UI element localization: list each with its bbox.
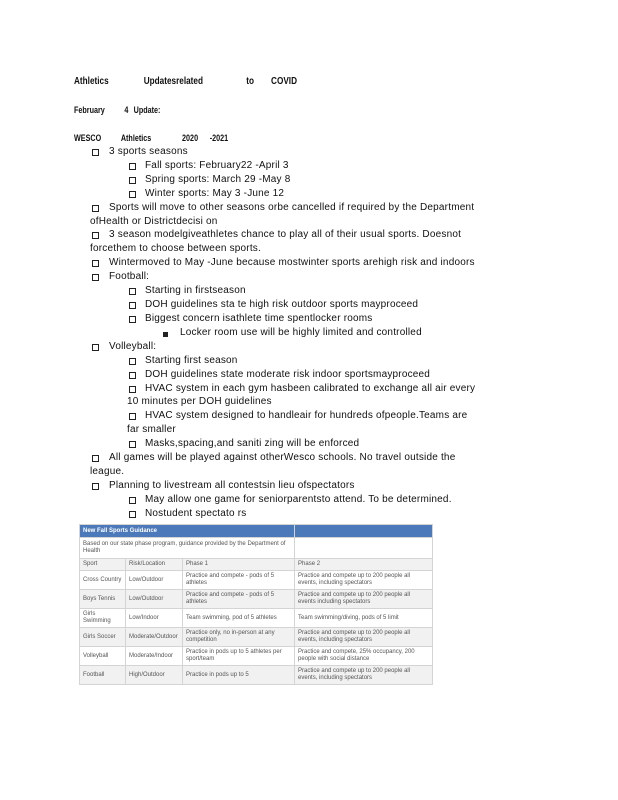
table-cell: Practice and compete up to 200 people all events, including spectators	[295, 571, 433, 590]
games-wesco-line: All games will be played against otherWesco schools. No travel outside the	[109, 452, 456, 463]
spring-sports-dates: Spring sports: March 29 -May 8	[145, 174, 291, 185]
table-header-risk: Risk/Location	[126, 559, 183, 571]
volleyball-hvac-cont: 10 minutes per DOH guidelines	[127, 396, 272, 407]
fall-sports-guidance-table	[79, 524, 433, 685]
season-word: 2020	[182, 133, 199, 143]
livestream-line: Planning to livestream all contestsin lieu ofspectators	[109, 480, 355, 491]
volleyball-hvac: HVAC system in each gym hasbeen calibrated to exchange all air every	[145, 383, 476, 394]
no-student-spectators: Nostudent spectato rs	[145, 508, 247, 519]
bullet-icon	[129, 497, 136, 504]
table-header-phase2: Phase 2	[295, 559, 433, 571]
document-title	[74, 76, 297, 88]
table-row	[80, 666, 433, 685]
games-wesco-line-cont: league.	[90, 466, 125, 477]
table-cell: Practice and compete, 25% occupancy, 200 people with social distance	[295, 647, 433, 666]
table-title: New Fall Sports Guidance	[80, 525, 295, 538]
bullet-icon	[129, 191, 136, 198]
table-note-blank	[295, 538, 433, 559]
update-word: February	[74, 105, 105, 115]
table-title-blank	[295, 525, 433, 538]
volleyball-start: Starting first season	[145, 355, 238, 366]
senior-parents-line: May allow one game for seniorparentsto attend. To be determined.	[145, 494, 452, 505]
table-cell: Practice and compete - pods of 5 athletes	[183, 590, 295, 609]
table-row	[80, 609, 433, 628]
table-cell: Boys Tennis	[80, 590, 126, 609]
table-cell: Girls Swimming	[80, 609, 126, 628]
table-cell: Practice and compete up to 200 people all events including spectators	[295, 590, 433, 609]
winter-sports-dates: Winter sports: May 3 -June 12	[145, 188, 285, 199]
table-cell: Low/Outdoor	[126, 590, 183, 609]
table-cell: Practice and compete up to 200 people all events, including spectators	[295, 628, 433, 647]
bullet-icon	[129, 288, 136, 295]
season-model-line: 3 season modelgiveathletes chance to play all of their usual sports. Doesnot	[109, 229, 462, 240]
table-cell: Practice in pods up to 5	[183, 666, 295, 685]
update-word: Update:	[133, 105, 161, 115]
table-header-sport: Sport	[80, 559, 126, 571]
title-word: Updatesrelated	[143, 76, 203, 87]
table-cell: Team swimming/diving, pods of 5 limit	[295, 609, 433, 628]
football-locker: Locker room use will be highly limited and controlled	[180, 327, 422, 338]
table-row	[80, 590, 433, 609]
season-word: WESCO	[74, 133, 102, 143]
update-date	[74, 104, 160, 116]
bullet-icon	[129, 511, 136, 518]
season-word: Athletics	[120, 133, 152, 143]
bullet-icon	[129, 372, 136, 379]
bullet-icon	[129, 358, 136, 365]
table-header-phase1: Phase 1	[183, 559, 295, 571]
seasons-count: 3 sports seasons	[109, 146, 188, 157]
bullet-icon	[129, 386, 136, 393]
bullet-icon	[129, 163, 136, 170]
bullet-icon	[92, 344, 99, 351]
table-row	[80, 628, 433, 647]
football-concern: Biggest concern isathlete time spentlocker rooms	[145, 313, 373, 324]
bullet-icon	[92, 455, 99, 462]
table-cell: Practice in pods up to 5 athletes per sport/team	[183, 647, 295, 666]
bullet-icon	[92, 483, 99, 490]
table-row	[80, 647, 433, 666]
table-row	[80, 571, 433, 590]
table-cell: Practice only, no in-person at any competition	[183, 628, 295, 647]
football-heading: Football:	[109, 271, 150, 282]
table-cell: Team swimming, pod of 5 athletes	[183, 609, 295, 628]
football-doh: DOH guidelines sta te high risk outdoor sports mayproceed	[145, 299, 419, 310]
table-cell: Practice and compete - pods of 5 athletes	[183, 571, 295, 590]
bullet-icon	[129, 441, 136, 448]
table-cell: Moderate/Outdoor	[126, 628, 183, 647]
volleyball-hvac-design-cont: far smaller	[127, 424, 176, 435]
table-note: Based on our state phase program, guidance provided by the Department of Health	[80, 538, 295, 559]
table-cell: Low/Indoor	[126, 609, 183, 628]
bullet-icon	[92, 232, 99, 239]
bullet-icon	[92, 260, 99, 267]
bullet-icon	[129, 302, 136, 309]
table-cell: Cross Country	[80, 571, 126, 590]
volleyball-doh: DOH guidelines state moderate risk indoor sportsmayproceed	[145, 369, 431, 380]
table-cell: Football	[80, 666, 126, 685]
volleyball-heading: Volleyball:	[109, 341, 157, 352]
sports-move-line: Sports will move to other seasons orbe cancelled if required by the Department	[109, 202, 475, 213]
season-word: -2021	[209, 133, 229, 143]
table-cell: High/Outdoor	[126, 666, 183, 685]
fall-sports-dates: Fall sports: February22 -April 3	[145, 160, 289, 171]
title-word: to	[246, 76, 254, 87]
football-start: Starting in firstseason	[145, 285, 246, 296]
season-heading	[74, 132, 228, 144]
bullet-icon	[129, 413, 136, 420]
winter-moved-line: Wintermoved to May -June because mostwinter sports arehigh risk and indoors	[109, 257, 475, 268]
season-model-line-cont: forcethem to choose between sports.	[90, 243, 261, 254]
volleyball-hvac-design: HVAC system designed to handleair for hundreds ofpeople.Teams are	[145, 410, 468, 421]
bullet-icon	[129, 316, 136, 323]
sub-bullet-icon	[163, 332, 168, 337]
title-word: Athletics	[74, 76, 109, 87]
title-word: COVID	[271, 76, 298, 87]
bullet-icon	[92, 149, 99, 156]
update-word: 4	[124, 105, 129, 115]
table-cell: Practice and compete up to 200 people all events, including spectators	[295, 666, 433, 685]
sports-move-line-cont: ofHealth or Districtdecisi on	[90, 216, 218, 227]
bullet-icon	[92, 205, 99, 212]
table-cell: Moderate/Indoor	[126, 647, 183, 666]
table-cell: Girls Soccer	[80, 628, 126, 647]
table-cell: Volleyball	[80, 647, 126, 666]
table-cell: Low/Outdoor	[126, 571, 183, 590]
bullet-icon	[129, 177, 136, 184]
volleyball-masks: Masks,spacing,and saniti zing will be enforced	[145, 438, 360, 449]
bullet-icon	[92, 274, 99, 281]
